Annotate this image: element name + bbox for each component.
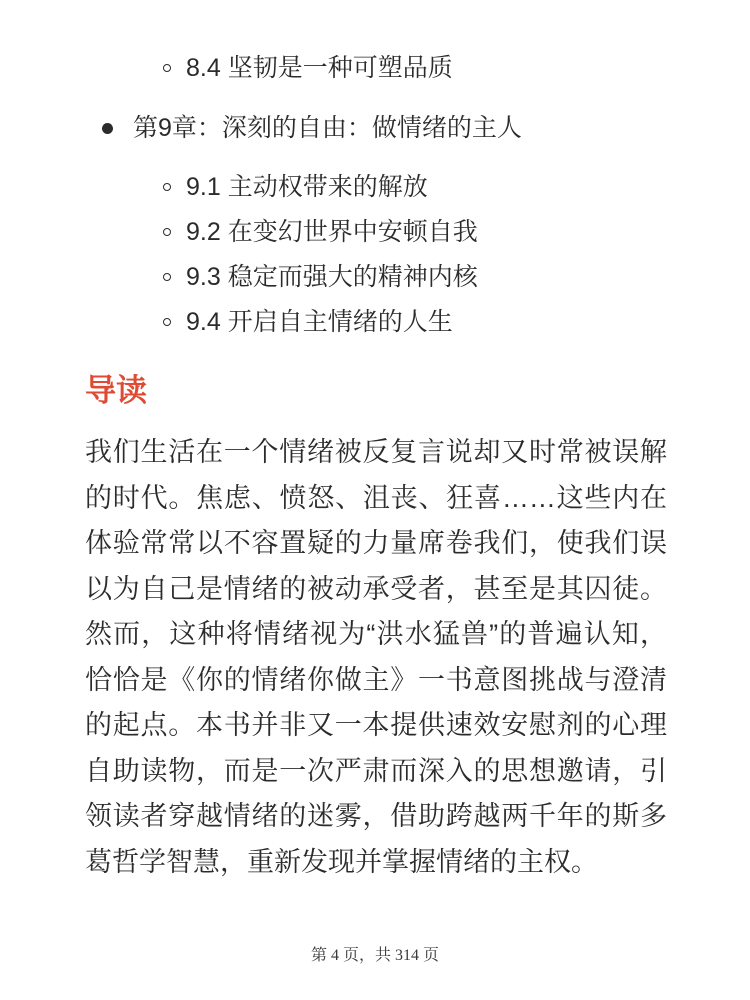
circle-bullet-icon <box>163 273 171 281</box>
toc-item <box>0 307 750 337</box>
toc-item-chapter <box>0 113 750 143</box>
circle-bullet-icon <box>163 318 171 326</box>
circle-bullet-icon <box>163 64 171 72</box>
toc-item-label: 9.2 在变幻世界中安顿自我 <box>186 218 478 246</box>
circle-bullet-icon <box>163 228 171 236</box>
toc-item-label: 9.3 稳定而强大的精神内核 <box>186 263 478 291</box>
intro-paragraph: 我们生活在一个情绪被反复言说却又时常被误解的时代。焦虑、愤怒、沮丧、狂喜……这些内在体验常常以不容置疑的力量席卷我们，使我们误以为自己是情绪的被动承受者，甚至是其囚徒。然而，这种将情绪视为“洪水猛兽”的普遍认知，恰恰是《你的情绪你做主》一书意图挑战与澄清的起点。本书并非又一本提供速效安慰剂的心理自助读物，而是一次严肃而深入的思想邀请，引领读者穿越情绪的迷雾，借助跨越两千年的斯多葛哲学智慧，重新发现并掌握情绪的主权。 <box>85 437 667 877</box>
disc-bullet-icon <box>102 123 113 134</box>
toc-item-label: 9.1 主动权带来的解放 <box>186 173 428 201</box>
toc-item <box>0 262 750 292</box>
table-of-contents <box>0 0 750 337</box>
section-heading: 导读 <box>85 373 147 408</box>
page-number-indicator: 第 4 页，共 314 页 <box>310 947 439 964</box>
toc-item <box>0 53 750 83</box>
toc-item-label: 第9章：深刻的自由：做情绪的主人 <box>133 114 522 142</box>
toc-item-label: 9.4 开启自主情绪的人生 <box>186 308 453 336</box>
toc-item <box>0 217 750 247</box>
circle-bullet-icon <box>163 183 171 191</box>
toc-item-label: 8.4 坚韧是一种可塑品质 <box>186 54 453 82</box>
toc-item <box>0 172 750 202</box>
